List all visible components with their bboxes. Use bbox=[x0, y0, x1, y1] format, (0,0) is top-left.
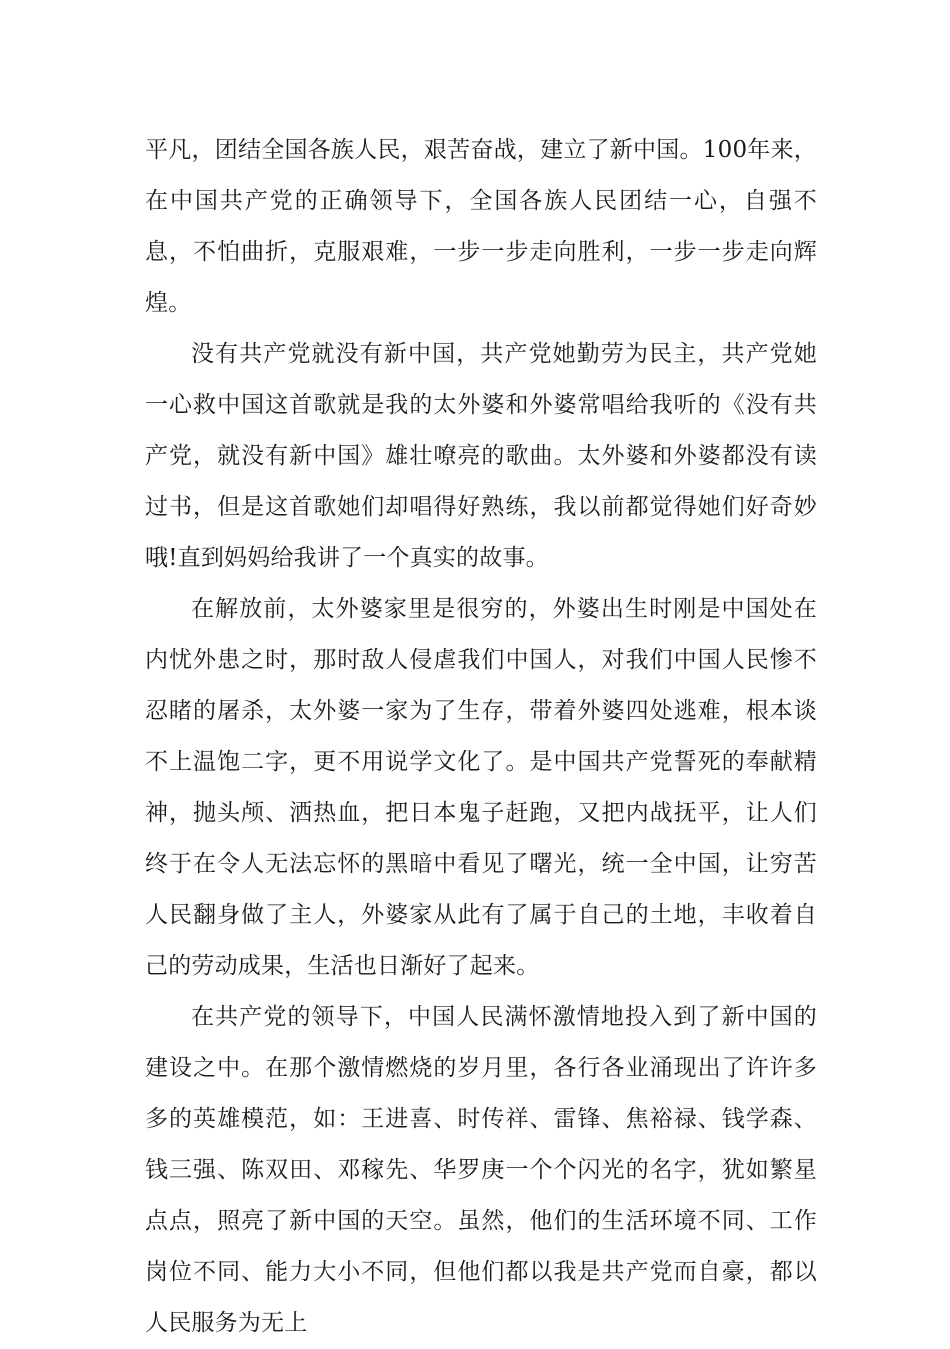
paragraph-1: 平凡，团结全国各族人民，艰苦奋战，建立了新中国。100年来，在中国共产党的正确领导下，全国各族人民团结一心，自强不息，不怕曲折，克服艰难，一步一步走向胜利，一步一步走向辉煌。 bbox=[145, 137, 817, 316]
document-body bbox=[145, 125, 817, 1349]
paragraph-2: 没有共产党就没有新中国，共产党她勤劳为民主，共产党她一心救中国这首歌就是我的太外婆和外婆常唱给我听的《没有共产党，就没有新中国》雄壮嘹亮的歌曲。太外婆和外婆都没有读过书，但是这首歌她们却唱得好熟练，我以前都觉得她们好奇妙哦!直到妈妈给我讲了一个真实的故事。 bbox=[145, 341, 817, 571]
paragraph-4: 在共产党的领导下，中国人民满怀激情地投入到了新中国的建设之中。在那个激情燃烧的岁月里，各行各业涌现出了许许多多的英雄模范，如：王进喜、时传祥、雷锋、焦裕禄、钱学森、钱三强、陈双田、邓稼先、华罗庚一个个闪光的名字，犹如繁星点点，照亮了新中国的天空。虽然，他们的生活环境不同、工作岗位不同、能力大小不同，但他们都以我是共产党而自豪，都以人民服务为无上 bbox=[145, 1004, 817, 1336]
paragraph-3: 在解放前，太外婆家里是很穷的，外婆出生时刚是中国处在内忧外患之时，那时敌人侵虐我们中国人，对我们中国人民惨不忍睹的屠杀，太外婆一家为了生存，带着外婆四处逃难，根本谈不上温饱二字，更不用说学文化了。是中国共产党誓死的奉献精神，抛头颅、洒热血，把日本鬼子赶跑，又把内战抚平，让人们终于在令人无法忘怀的黑暗中看见了曙光，统一全中国，让穷苦人民翻身做了主人，外婆家从此有了属于自己的土地，丰收着自己的劳动成果，生活也日渐好了起来。 bbox=[145, 596, 817, 979]
